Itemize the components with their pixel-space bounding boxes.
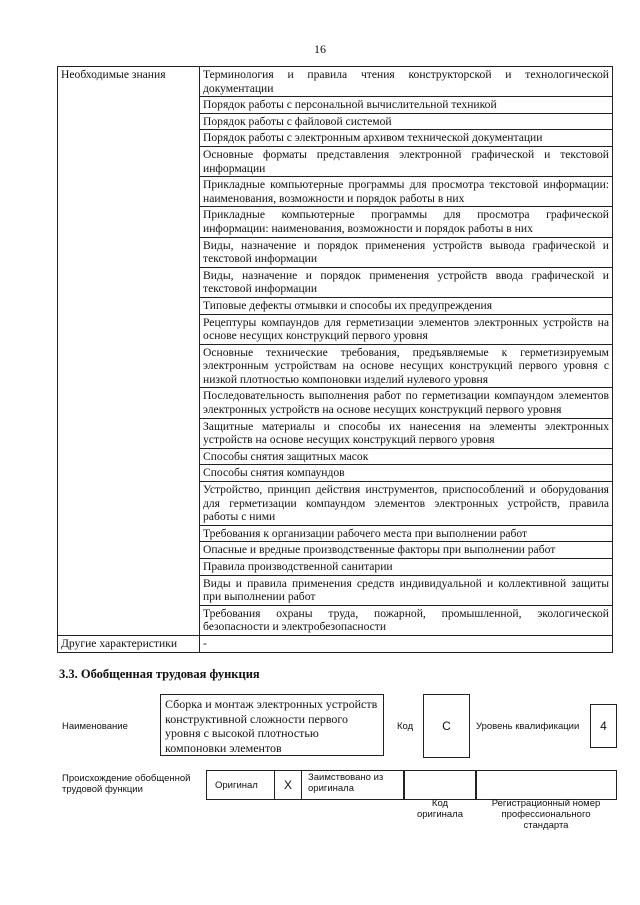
page-number: 16 — [314, 42, 326, 56]
knowledge-item: Типовые дефекты отмывки и способы их предупреждения — [200, 297, 613, 314]
knowledge-item: Способы снятия защитных масок — [200, 448, 613, 465]
code-label: Код — [397, 721, 414, 732]
origin-code-box — [404, 770, 476, 800]
other-characteristics-label: Другие характеристики — [58, 635, 200, 652]
borrowed-label: Заимствовано из оригинала — [308, 772, 384, 794]
original-mark: X — [275, 771, 302, 799]
knowledge-item: Виды, назначение и порядок применения устройств ввода графической и текстовой информации — [200, 267, 613, 297]
knowledge-item: Порядок работы с персональной вычислительной техникой — [200, 97, 613, 114]
section-title: 3.3. Обобщенная трудовая функция — [59, 667, 260, 681]
origin-box — [206, 770, 404, 800]
knowledge-item: Порядок работы с файловой системой — [200, 113, 613, 130]
knowledge-table — [57, 66, 613, 653]
level-value-box: 4 — [590, 704, 617, 748]
knowledge-item: Порядок работы с электронным архивом технической документации — [200, 130, 613, 147]
knowledge-item: Требования охраны труда, пожарной, промышленной, экологической безопасности и электробезопасности — [200, 605, 613, 635]
knowledge-item: Основные форматы представления электронной графической и текстовой информации — [200, 146, 613, 176]
code-value-box: C — [423, 694, 470, 758]
knowledge-item: Рецептуры компаундов для герметизации элементов электронных устройств на основе несущих конструкций первого уровня — [200, 314, 613, 344]
knowledge-item: Способы снятия компаундов — [200, 465, 613, 482]
original-label: Оригинал — [207, 771, 275, 799]
knowledge-item: Правила производственной санитарии — [200, 559, 613, 576]
knowledge-item: Требования к организации рабочего места при выполнении работ — [200, 525, 613, 542]
knowledge-item: Последовательность выполнения работ по герметизации компаундом элементов электронных устройств на основе несущих конструкций первого уровня — [200, 388, 613, 418]
table-row — [58, 635, 613, 652]
other-characteristics-value: - — [200, 635, 613, 652]
level-label: Уровень квалификации — [476, 721, 580, 732]
knowledge-item: Устройство, принцип действия инструментов, приспособлений и оборудования для герметизации компаундом элементов электронных устройств, правила работы с ними — [200, 482, 613, 526]
knowledge-item: Защитные материалы и способы их нанесения на элементы электронных устройств на основе несущих конструкций первого уровня — [200, 418, 613, 448]
name-label: Наименование — [62, 721, 128, 732]
knowledge-label: Необходимые знания — [58, 67, 200, 636]
knowledge-item: Виды и правила применения средств индивидуальной и коллективной защиты при выполнении работ — [200, 575, 613, 605]
reg-number-caption: Регистрационный номер профессионального стандарта — [491, 798, 601, 831]
knowledge-item: Прикладные компьютерные программы для просмотра текстовой информации: наименования, возможности и порядок работы в них — [200, 177, 613, 207]
knowledge-item: Виды, назначение и порядок применения устройств вывода графической и текстовой информации — [200, 237, 613, 267]
reg-number-box — [476, 770, 617, 800]
origin-code-caption: Код оригинала — [416, 798, 463, 820]
knowledge-item: Основные технические требования, предъявляемые к герметизируемым электронным устройствам на основе несущих конструкций первого уровня с низкой плотностью компоновки изделий нулевого уровня — [200, 344, 613, 388]
function-name-box: Сборка и монтаж электронных устройств конструктивной сложности первого уровня с высокой плотностью компоновки элементов — [160, 694, 384, 756]
knowledge-item: Прикладные компьютерные программы для просмотра графической информации: наименования, возможности и порядок работы в них — [200, 207, 613, 237]
knowledge-item: Опасные и вредные производственные факторы при выполнении работ — [200, 542, 613, 559]
table-row — [58, 67, 613, 97]
origin-label: Происхождение обобщенной трудовой функции — [62, 773, 191, 795]
knowledge-item: Терминология и правила чтения конструкторской и технологической документации — [200, 67, 613, 97]
